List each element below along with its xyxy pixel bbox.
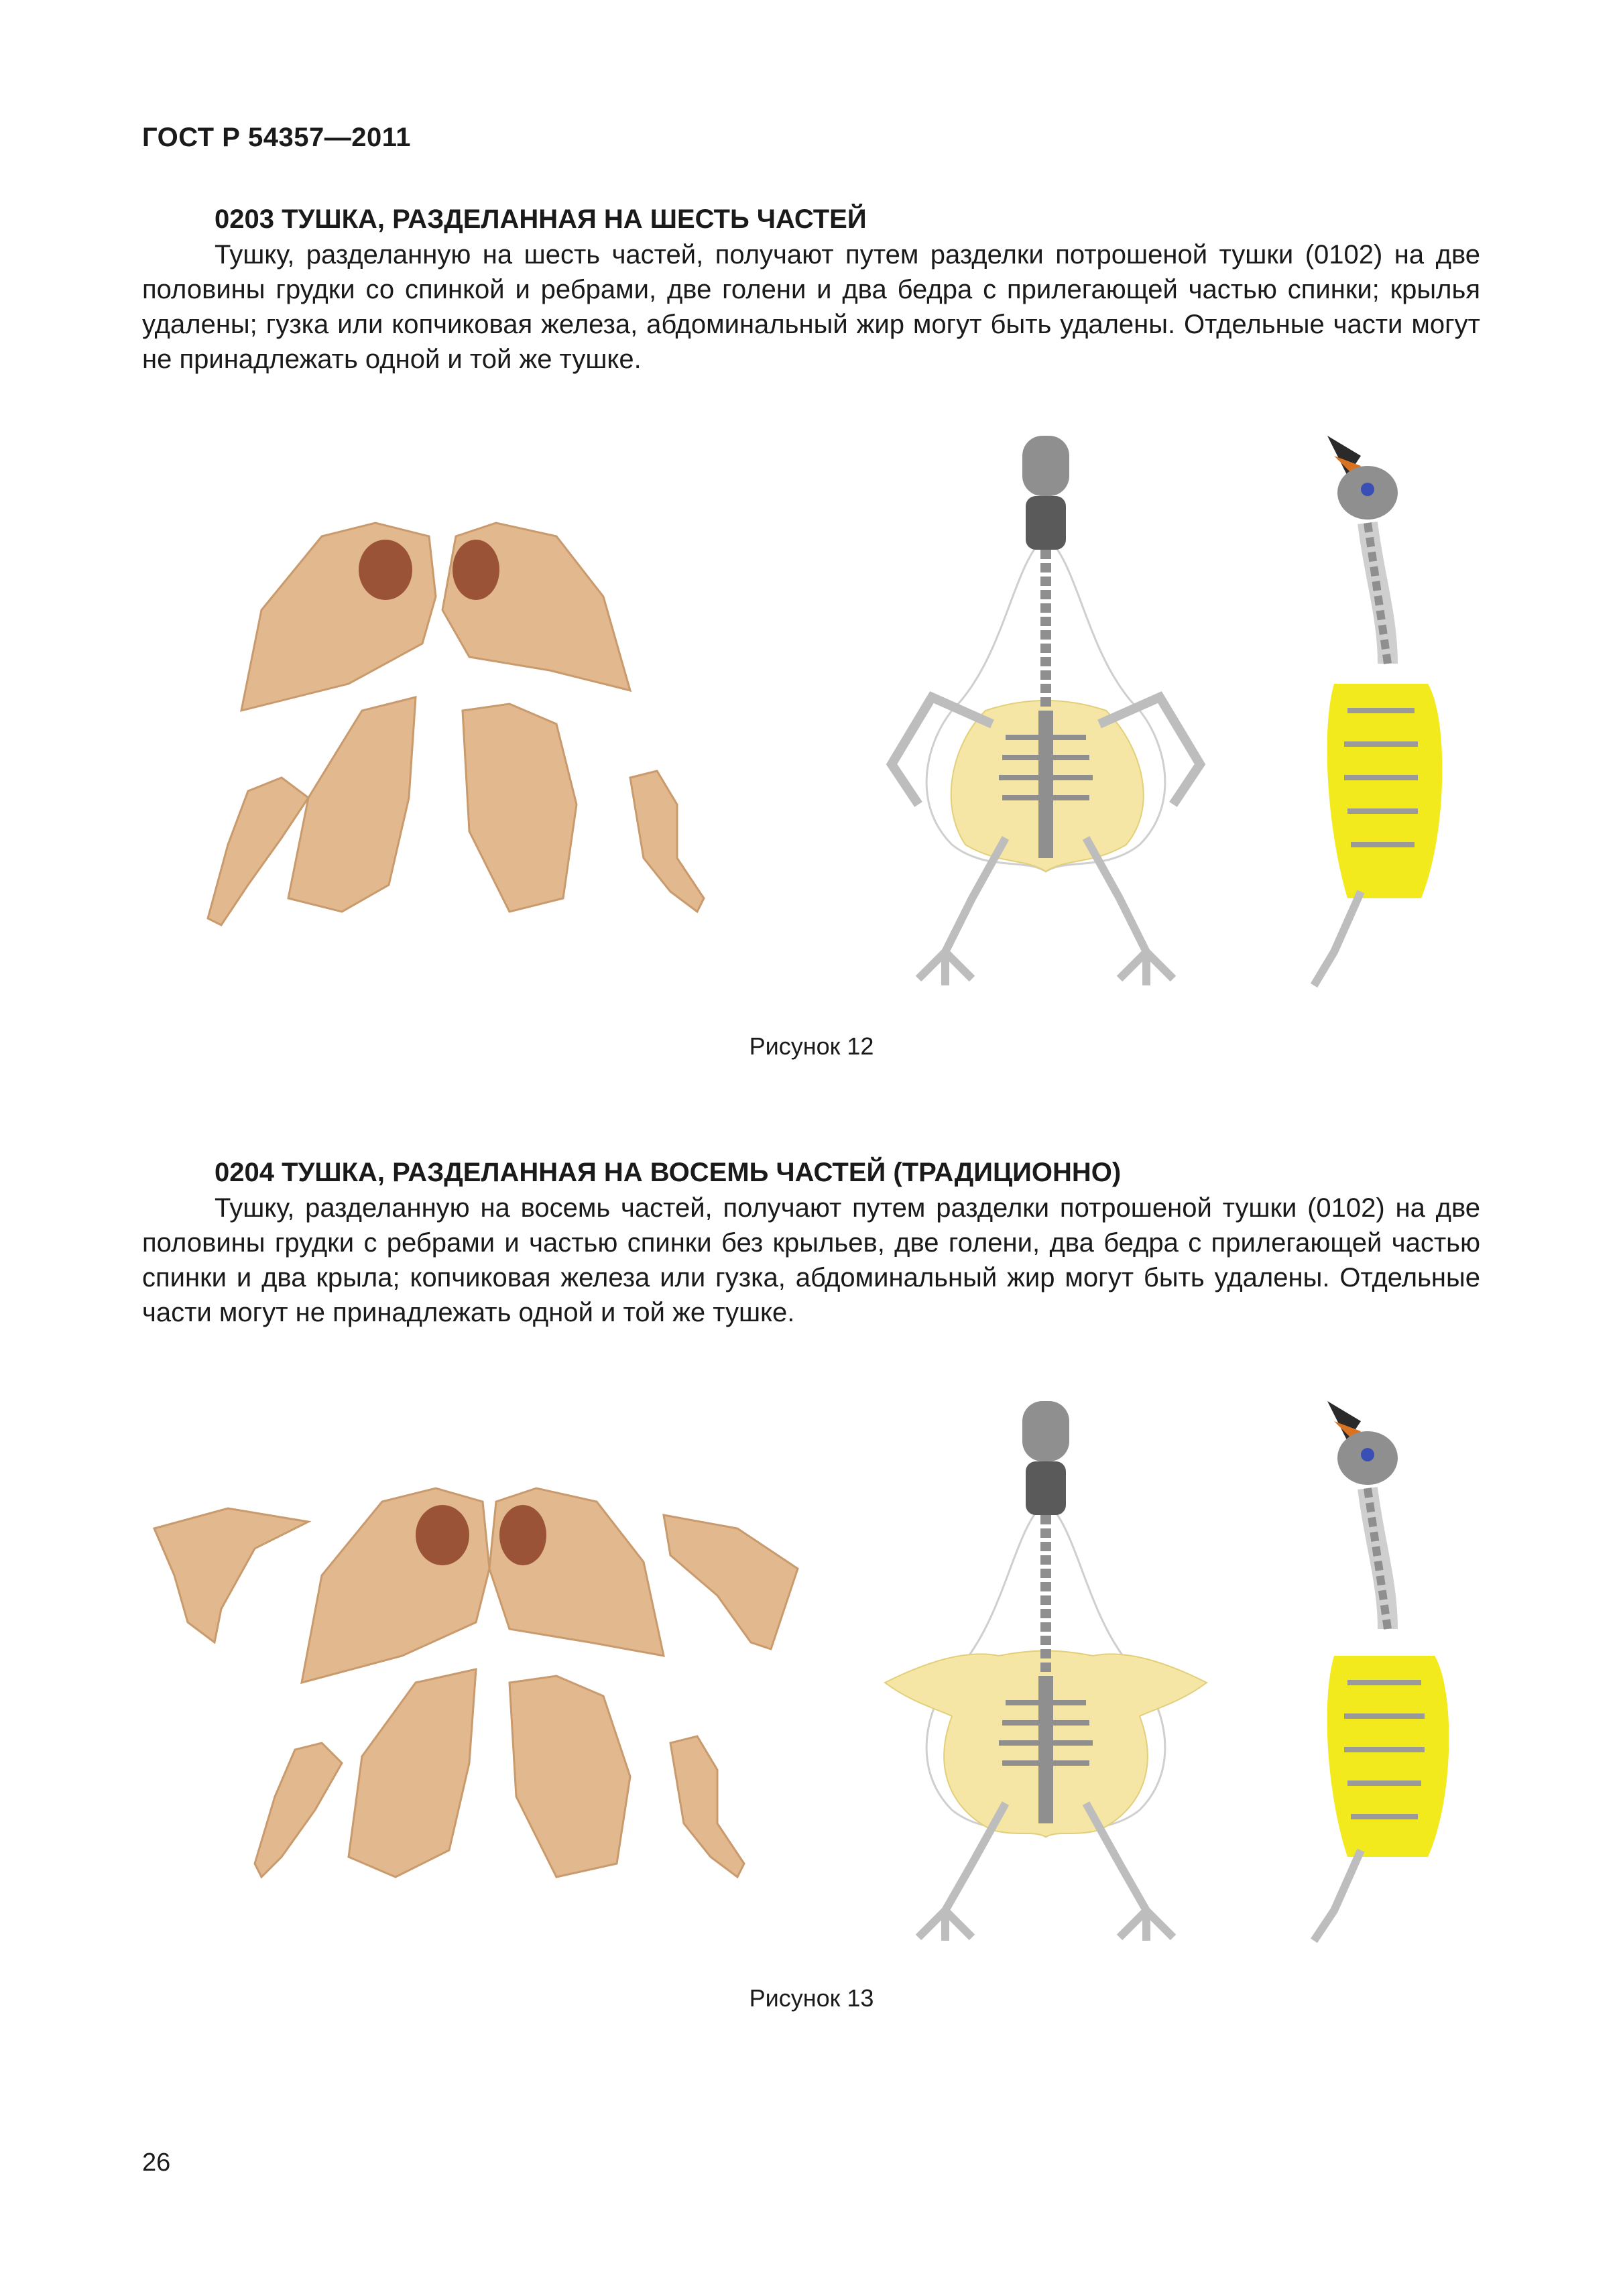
section-0203 — [142, 201, 1480, 377]
section-0204 — [142, 1154, 1480, 1330]
figure-12-skeleton-front — [871, 429, 1220, 995]
figure-13-skeleton-front — [871, 1394, 1220, 1947]
figure-13-skeleton-side — [1287, 1394, 1488, 1947]
section-title: 0203 ТУШКА, РАЗДЕЛАННАЯ НА ШЕСТЬ ЧАСТЕЙ — [215, 204, 867, 234]
figure-12-caption: Рисунок 12 — [749, 1032, 874, 1060]
document-header: ГОСТ Р 54357—2011 — [142, 123, 411, 152]
figure-12-photo — [147, 509, 737, 955]
page-number: 26 — [142, 2149, 171, 2177]
section-body: Тушку, разделанную на шесть частей, получают путем разделки потрошеной тушки (0102) на две половины грудки со спинкой и ребрами, две голени и два бедра с прилегающей частью спинки; крылья удалены; гузка или копчиковая железа, абдоминальный жир могут быть удалены. Отдельные части могут не принадлежать одной и той же тушке. — [142, 240, 1480, 374]
figure-13-photo — [147, 1475, 811, 1894]
section-title: 0204 ТУШКА, РАЗДЕЛАННАЯ НА ВОСЕМЬ ЧАСТЕЙ (ТРАДИЦИОННО) — [215, 1158, 1122, 1187]
figure-13-caption: Рисунок 13 — [749, 1984, 874, 2012]
section-body: Тушку, разделанную на восемь частей, получают путем разделки потрошеной тушки (0102) на две половины грудки с ребрами и частью спинки без крыльев, две голени, два бедра с прилегающей частью спинки и два крыла; копчиковая железа или гузка, абдоминальный жир могут быть удалены. Отдельные части могут не принадлежать одной и той же тушке. — [142, 1193, 1480, 1327]
figure-12-skeleton-side — [1287, 429, 1488, 995]
